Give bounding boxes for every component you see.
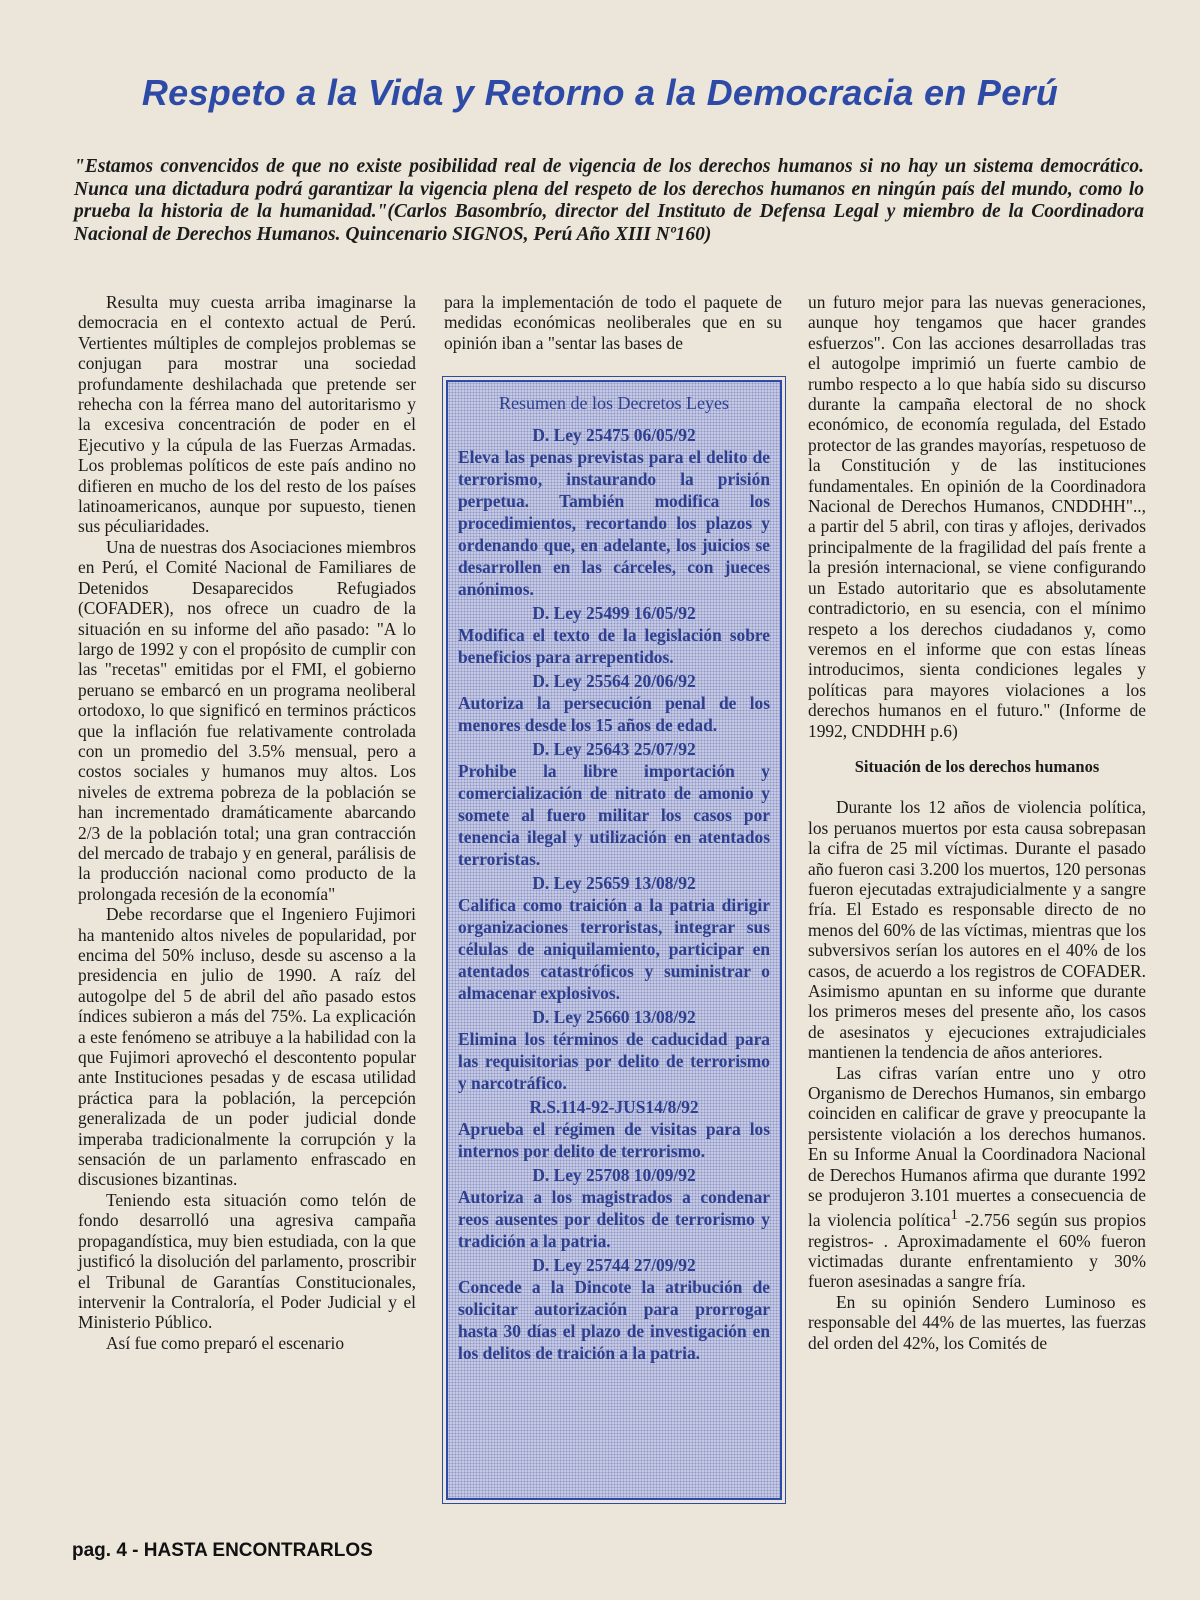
decree-heading: D. Ley 25708 10/09/92 bbox=[532, 1165, 696, 1185]
column-1 bbox=[78, 292, 416, 1353]
decree-item bbox=[458, 1164, 770, 1252]
decree-item bbox=[458, 872, 770, 1004]
decree-item bbox=[458, 1254, 770, 1364]
paragraph bbox=[808, 1063, 1146, 1292]
decree-text: Prohibe la libre importación y comercialización de nitrato de amonio y somete al fuero militar los casos por tenencia ilegal y utilización en atentados terroristas. bbox=[458, 761, 770, 869]
decree-item bbox=[458, 1006, 770, 1094]
decree-item bbox=[458, 738, 770, 870]
paragraph-part: Las cifras varían entre uno y otro Organismo de Derechos Humanos, sin embargo coinciden en calificar de grave y preocupante la persistente violación a los derechos humanos. En su Informe Anual la Coordinadora Nacional de Derechos Humanos afirma que durante 1992 se produjeron 3.101 muertes a consecuencia de la violencia política bbox=[808, 1062, 1146, 1231]
decree-heading: D. Ley 25643 25/07/92 bbox=[532, 739, 696, 759]
paragraph: Una de nuestras dos Asociaciones miembros en Perú, el Comité Nacional de Familiares de Detenidos Desaparecidos Refugiados (COFADER), nos ofrece un cuadro de la situación en su informe del año pasado: "A lo largo de 1992 y con el propósito de cumplir con las "recetas" emitidas por el FMI, el gobierno peruano se embarcó en un programa neoliberal ortodoxo, lo que significó en terminos prácticos que la inflación fue relativamente controlada con un promedio del 3.5% mensual, pero a costos sociales y humanos muy altos. Los niveles de extrema pobreza de la población se han incrementado dramáticamente abarcando 2/3 de la población total; una gran contracción del mercado de trabajo y en general, parálisis de la producción nacional como producto de la prolongada recesión de la economía" bbox=[78, 536, 416, 904]
decree-item bbox=[458, 1096, 770, 1162]
decree-item bbox=[458, 602, 770, 668]
epigraph-quote: "Estamos convencidos de que no existe posibilidad real de vigencia de los derechos humanos si no hay un sistema democrático. Nunca una dictadura podrá garantizar la vigencia plena del respeto de los derechos humanos en ningún país del mundo, como lo prueba la historia de la humanidad."(Carlos Basombrío, director del Instituto de Defensa Legal y miembro de la Coordinadora Nacional de Derechos Humanos. Quincenario SIGNOS, Perú Año XIII Nº160) bbox=[74, 156, 1144, 245]
paragraph: En su opinión Sendero Luminoso es responsable del 44% de las muertes, las fuerzas del orden del 42%, los Comités de bbox=[808, 1291, 1146, 1353]
paragraph: Resulta muy cuesta arriba imaginarse la democracia en el contexto actual de Perú. Vertientes múltiples de complejos problemas se conjugan para mostrar una sociedad profundamente deshilachada que pretende ser rehecha con la férrea mano del autoritarismo y la excesiva concentración de poder en el Ejecutivo y la cúpula de las Fuerzas Armadas. Los problemas políticos de este país andino no difieren en mucho de los del resto de los países latinoamericanos, aunque por supuesto, tienen sus péculiaridades. bbox=[78, 292, 416, 537]
decree-text: Elimina los términos de caducidad para las requisitorias por delito de terrorismo y narcotráfico. bbox=[458, 1029, 770, 1093]
decree-heading: D. Ley 25660 13/08/92 bbox=[532, 1007, 696, 1027]
page-footer: pag. 4 - HASTA ENCONTRARLOS bbox=[72, 1540, 373, 1561]
column-3 bbox=[808, 292, 1146, 1353]
decree-text: Eleva las penas previstas para el delito de terrorismo, instaurando la prisión perpetua. También modifica los procedimientos, recortando los plazos y ordenando que, en adelante, los juicios se desarrollen en las cárceles, con jueces anónimos. bbox=[458, 447, 770, 599]
decree-heading: D. Ley 25744 27/09/92 bbox=[532, 1255, 696, 1275]
decree-heading: D. Ley 25659 13/08/92 bbox=[532, 873, 696, 893]
paragraph: Así fue como preparó el escenario bbox=[106, 1332, 345, 1353]
decree-text: Autoriza la persecución penal de los menores desde los 15 años de edad. bbox=[458, 693, 770, 735]
decree-text: Aprueba el régimen de visitas para los internos por delito de terrorismo. bbox=[458, 1119, 770, 1161]
decree-text: Concede a la Dincote la atribución de solicitar autorización para prorrogar hasta 30 días el plazo de investigación en los delitos de traición a la patria. bbox=[458, 1277, 770, 1363]
decree-text: Califica como traición a la patria dirigir organizaciones terroristas, integrar sus células de aniquilamiento, participar en atentados catastróficos y suministrar o almacenar explosivos. bbox=[458, 895, 770, 1003]
decree-heading: D. Ley 25499 16/05/92 bbox=[532, 603, 696, 623]
paragraph: para la implementación de todo el paquete de medidas económicas neoliberales que en su opinión iban a "sentar las bases de bbox=[444, 292, 782, 353]
decree-heading: D. Ley 25475 06/05/92 bbox=[532, 425, 696, 445]
decree-text: Modifica el texto de la legislación sobre beneficios para arrepentidos. bbox=[458, 625, 770, 667]
decree-heading: R.S.114-92-JUS14/8/92 bbox=[529, 1097, 699, 1117]
decree-text: Autoriza a los magistrados a condenar reos ausentes por delitos de terrorismo y tradición a la patria. bbox=[458, 1187, 770, 1251]
section-heading: Situación de los derechos humanos bbox=[854, 756, 1100, 776]
paragraph: Debe recordarse que el Ingeniero Fujimori ha mantenido altos niveles de popularidad, por encima del 50% incluso, desde su ascenso a la presidencia en julio de 1990. A raíz del autogolpe del 5 de abril del año pasado estos índices subieron a más del 75%. La explicación a este fenómeno se atribuye a la habilidad con la que Fujimori aprovechó el descontento popular ante Instituciones pesadas y de escasa utilidad práctica para la población, la percepción generalizada de un poder judicial donde imperaba tradicionalmente la corrupción y la sensación de un parlamento enfrascado en discusiones bizantinas. bbox=[78, 904, 416, 1190]
paragraph: Teniendo esta situación como telón de fondo desarrolló una agresiva campaña propagandística, muy bien estudiada, con la que justificó la disolución del parlamento, proscribir el Tribunal de Garantías Constitucionales, intervenir la Contraloría, el Poder Judicial y el Ministerio Público. bbox=[78, 1189, 416, 1333]
footnote-marker: 1 bbox=[950, 1207, 958, 1224]
paragraph-part: -2.756 según sus propios registros- . Aproximadamente el 60% fueron victimadas durante enfrentamiento y 30% fueron asesinadas a sangre fría. bbox=[808, 1210, 1146, 1292]
article-title: Respeto a la Vida y Retorno a la Democracia en Perú bbox=[141, 72, 1059, 113]
paragraph: Durante los 12 años de violencia política, los peruanos muertos por esta causa sobrepasan la cifra de 25 mil víctimas. Durante el pasado año fueron casi 3.200 los muertos, 120 personas fueron ejecutadas extrajudicialmente y a sangre fría. El Estado es responsable directo de no menos del 60% de las víctimas, mientras que los subversivos serían los autores en el 40% de los casos, de acuerdo a los registros de COFADER. Asimismo apuntan en su informe que durante los primeros meses del presente año, los casos de asesinatos y ejecuciones extrajudiciales mantienen la tendencia de años anteriores. bbox=[808, 797, 1146, 1063]
column-2 bbox=[444, 292, 782, 353]
decree-item bbox=[458, 424, 770, 600]
box-title: Resumen de los Decretos Leyes bbox=[499, 393, 729, 413]
decree-summary-box bbox=[446, 380, 782, 1500]
decree-heading: D. Ley 25564 20/06/92 bbox=[532, 671, 696, 691]
decree-item bbox=[458, 670, 770, 736]
paragraph: un futuro mejor para las nuevas generaciones, aunque hoy tengamos que hacer grandes esfuerzos". Con las acciones desarrolladas tras el autogolpe imprimió un fuerte cambio de rumbo respecto a lo que había sido su discurso durante la campaña electoral de no shock económico, de economía regulada, del Estado protector de las grandes mayorías, respetuoso de la Constitución y de las instituciones fundamentales. En opinión de la Coordinadora Nacional de Derechos Humanos, CNDDHH".., a partir del 5 abril, con tiras y aflojes, derivados principalmente de la fragilidad del país frente a la presión internacional, se viene configurando un Estado autoritario que es absolutamente contradictorio, en su esencia, con el mínimo respeto a los derechos ciudadanos y, como veremos en el informe que con estas líneas introducimos, sienta condiciones legales y políticas para mayores violaciones a los derechos humanos en el futuro." (Informe de 1992, CNDDHH p.6) bbox=[808, 292, 1146, 741]
